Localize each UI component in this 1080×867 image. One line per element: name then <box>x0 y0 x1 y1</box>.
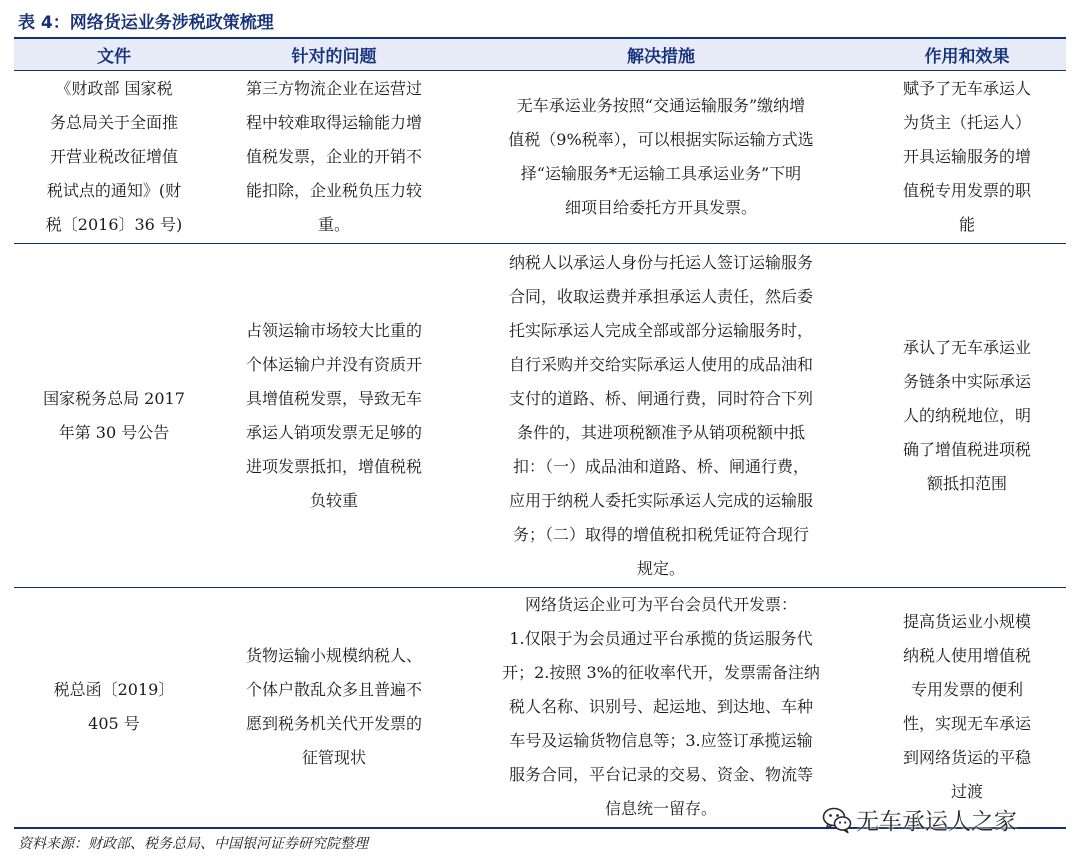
cell-file <box>14 244 214 588</box>
source-note: 资料来源：财政部、税务总局、中国银河证券研究院整理 <box>18 836 368 852</box>
cell-line: 税〔2016〕36 号) <box>45 215 183 234</box>
cell-problem <box>214 588 454 828</box>
cell-file <box>14 71 214 244</box>
cell-line: 规定。 <box>636 558 685 578</box>
cell-effect <box>868 588 1066 828</box>
cell-line: 纳税人以承运人身份与托运人签订运输服务 <box>508 252 813 272</box>
cell-line: 为货主（托运人） <box>902 113 1031 132</box>
cell-line: 自行采购并交给实际承运人使用的成品油和 <box>508 354 813 374</box>
cell-line: 合同，收取运费并承担承运人责任，然后委 <box>508 286 813 306</box>
table-row <box>14 71 1066 244</box>
cell-line: 择“运输服务*无运输工具承运业务”下明 <box>520 164 802 183</box>
header-effect: 作用和效果 <box>868 38 1066 71</box>
cell-line: 扣：（一）成品油和道路、桥、闸通行费， <box>512 456 809 476</box>
cell-line: 程中较难取得运输能力增 <box>245 113 422 132</box>
cell-line: 个体户散乱众多且普遍不 <box>245 680 422 700</box>
cell-line: 车号及运输货物信息等；3.应签订承揽运输 <box>509 731 813 751</box>
wechat-icon <box>822 806 852 834</box>
cell-line: 性，实现无车承运 <box>902 714 1031 734</box>
cell-line: 占领运输市场较大比重的 <box>245 320 422 340</box>
cell-line: 承运人销项发票无足够的 <box>245 422 422 442</box>
table-row <box>14 244 1066 588</box>
cell-line: 能扣除，企业税负压力较 <box>245 181 422 200</box>
cell-problem <box>214 71 454 244</box>
cell-line: 进项发票抵扣，增值税税 <box>245 456 422 476</box>
watermark <box>822 803 1017 836</box>
cell-line: 服务合同，平台记录的交易、资金、物流等 <box>508 765 813 785</box>
table-header-row <box>14 38 1066 71</box>
cell-line: 税总函〔2019〕 <box>53 680 175 700</box>
cell-line: 赋予了无车承运人 <box>902 79 1031 98</box>
cell-line: 年第 30 号公告 <box>58 422 170 442</box>
cell-line: 托实际承运人完成全部或部分运输服务时， <box>508 320 813 340</box>
cell-line: 货物运输小规模纳税人、 <box>245 646 422 666</box>
cell-line: 征管现状 <box>301 748 366 768</box>
cell-line: 国家税务总局 2017 <box>43 388 185 408</box>
cell-line: 网络货运企业可为平台会员代开发票： <box>524 595 797 615</box>
cell-line: 条件的，其进项税额准予从销项税额中抵 <box>516 422 805 442</box>
cell-line: 到网络货运的平稳 <box>902 748 1031 768</box>
cell-line: 务总局关于全面推 <box>49 113 178 132</box>
policy-table <box>14 37 1066 829</box>
cell-line: 承认了无车承运业 <box>902 337 1031 357</box>
cell-line: 《财政部 国家税 <box>55 79 173 98</box>
table-row <box>14 588 1066 828</box>
cell-line: 专用发票的便利 <box>910 680 1023 700</box>
cell-line: 值税发票，企业的开销不 <box>245 147 422 166</box>
cell-line: 愿到税务机关代开发票的 <box>245 714 422 734</box>
header-problem: 针对的问题 <box>214 38 454 71</box>
cell-line: 额抵扣范围 <box>926 473 1007 493</box>
cell-line: 确了增值税进项税 <box>902 439 1031 459</box>
header-solution: 解决措施 <box>454 38 868 71</box>
table-title: 表 4：网络货运业务涉税政策梳理 <box>18 13 274 33</box>
cell-line: 务链条中实际承运 <box>902 371 1031 391</box>
cell-problem <box>214 244 454 588</box>
cell-line: 1.仅限于为会员通过平台承揽的货运服务代 <box>509 629 813 649</box>
cell-line: 能 <box>958 215 975 234</box>
cell-line: 税试点的通知》(财 <box>46 181 182 200</box>
cell-line: 第三方物流企业在运营过 <box>245 79 422 98</box>
cell-line: 纳税人使用增值税 <box>902 646 1031 666</box>
cell-line: 个体运输户并没有资质开 <box>245 354 422 374</box>
cell-solution <box>454 244 868 588</box>
cell-line: 负较重 <box>309 490 358 510</box>
cell-line: 开；2.按照 3%的征收率代开，发票需备注纳 <box>502 663 820 683</box>
cell-line: 值税（9%税率），可以根据实际运输方式选 <box>508 130 814 149</box>
cell-file <box>14 588 214 828</box>
cell-line: 开具运输服务的增 <box>902 147 1031 166</box>
cell-line: 支付的道路、桥、闸通行费，同时符合下列 <box>508 388 813 408</box>
cell-line: 过渡 <box>950 782 983 802</box>
cell-line: 重。 <box>317 215 350 234</box>
watermark-text: 无车承运人之家 <box>856 809 1017 835</box>
cell-line: 提高货运业小规模 <box>902 612 1031 632</box>
cell-solution <box>454 71 868 244</box>
cell-line: 务；（二）取得的增值税扣税凭证符合现行 <box>512 524 809 544</box>
cell-solution <box>454 588 868 828</box>
cell-effect <box>868 244 1066 588</box>
cell-line: 细项目给委托方开具发票。 <box>564 198 757 217</box>
cell-line: 信息统一留存。 <box>604 799 717 819</box>
cell-line: 人的纳税地位，明 <box>902 405 1031 425</box>
cell-line: 具增值税发票，导致无车 <box>245 388 422 408</box>
cell-line: 税人名称、识别号、起运地、到达地、车种 <box>508 697 813 717</box>
cell-line: 开营业税改征增值 <box>49 147 178 166</box>
cell-line: 无车承运业务按照“交通运输服务”缴纳增 <box>516 96 806 115</box>
cell-line: 405 号 <box>88 714 140 734</box>
cell-line: 值税专用发票的职 <box>902 181 1031 200</box>
header-file: 文件 <box>14 38 214 71</box>
cell-effect <box>868 71 1066 244</box>
cell-line: 应用于纳税人委托实际承运人完成的运输服 <box>508 490 813 510</box>
